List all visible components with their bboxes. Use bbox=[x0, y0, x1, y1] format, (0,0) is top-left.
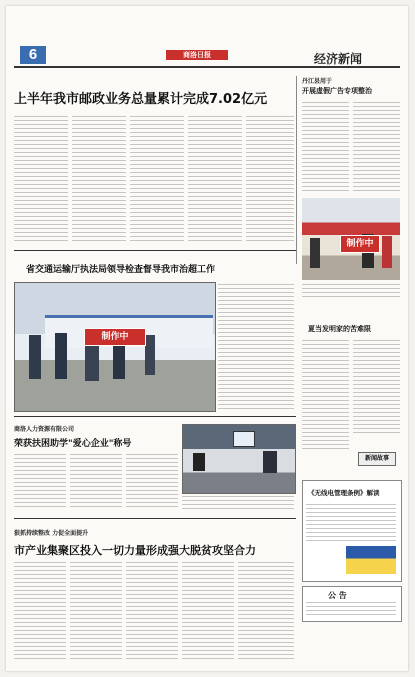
bottom-col-1 bbox=[14, 562, 66, 662]
right-mid-col-1 bbox=[302, 340, 349, 452]
hr-body-col-1 bbox=[14, 454, 66, 510]
right-bottom-headline: 《无线电管理条例》解读 bbox=[308, 489, 380, 497]
hr-photo-caption bbox=[182, 496, 294, 510]
hr-headline: 荣获扶困助学"爱心企业"称号 bbox=[14, 439, 132, 449]
right-photo-stamp: 制作中 bbox=[340, 235, 380, 253]
right-mid-headline: 夏当发明家的苦难限 bbox=[308, 325, 371, 333]
radio-banner-graphic bbox=[346, 546, 396, 574]
inspection-headline: 省交通运输厅执法局领导检查督导我市治超工作 bbox=[26, 265, 216, 275]
lead-body-col-5 bbox=[246, 116, 294, 244]
section-title: 经济新闻 bbox=[313, 52, 362, 66]
page-number: 6 bbox=[20, 46, 46, 64]
hr-photo bbox=[182, 424, 296, 494]
lead-headline: 上半年我市邮政业务总量累计完成7.02亿元 bbox=[14, 92, 268, 107]
section-rule-3 bbox=[14, 518, 296, 519]
right-photo-caption bbox=[302, 284, 400, 298]
hr-kicker: 商洛人力资源有限公司 bbox=[14, 426, 75, 433]
bottom-col-4 bbox=[182, 562, 234, 662]
header-rule bbox=[14, 66, 400, 68]
bottom-headline: 市产业集聚区投入一切力量形成强大脱贫攻坚合力 bbox=[14, 544, 256, 557]
lead-body-col-2 bbox=[72, 116, 126, 244]
notice-title: 公 告 bbox=[328, 591, 347, 600]
section-rule-2 bbox=[14, 416, 296, 417]
bottom-col-2 bbox=[70, 562, 122, 662]
right-top-col-1 bbox=[302, 102, 349, 192]
right-top-headline: 开展虚假广告专项整治 bbox=[302, 87, 372, 95]
section-rule bbox=[14, 250, 296, 251]
right-mid-col-2 bbox=[353, 340, 400, 436]
lead-body-col-4 bbox=[188, 116, 242, 244]
notice-body bbox=[306, 602, 396, 616]
inspection-photo-stamp: 制作中 bbox=[84, 328, 146, 346]
lead-body-col-1 bbox=[14, 116, 68, 244]
right-top-kicker: 丹江县用于 bbox=[302, 78, 333, 85]
hr-body-col-3 bbox=[126, 454, 178, 510]
newspaper-page bbox=[6, 6, 408, 671]
lead-body-col-3 bbox=[130, 116, 184, 244]
news-story-tag: 新闻故事 bbox=[358, 452, 396, 466]
right-top-col-2 bbox=[353, 102, 400, 192]
radio-body bbox=[306, 504, 396, 544]
masthead-logo: 商洛日报 bbox=[166, 50, 228, 60]
bottom-col-5 bbox=[238, 562, 294, 662]
hr-body-col-2 bbox=[70, 454, 122, 510]
inspection-photo bbox=[14, 282, 216, 412]
bottom-kicker: 狠抓持续整改 力促全面提升 bbox=[14, 530, 89, 537]
inspection-body bbox=[218, 284, 294, 412]
bottom-col-3 bbox=[126, 562, 178, 662]
column-divider bbox=[296, 76, 297, 264]
